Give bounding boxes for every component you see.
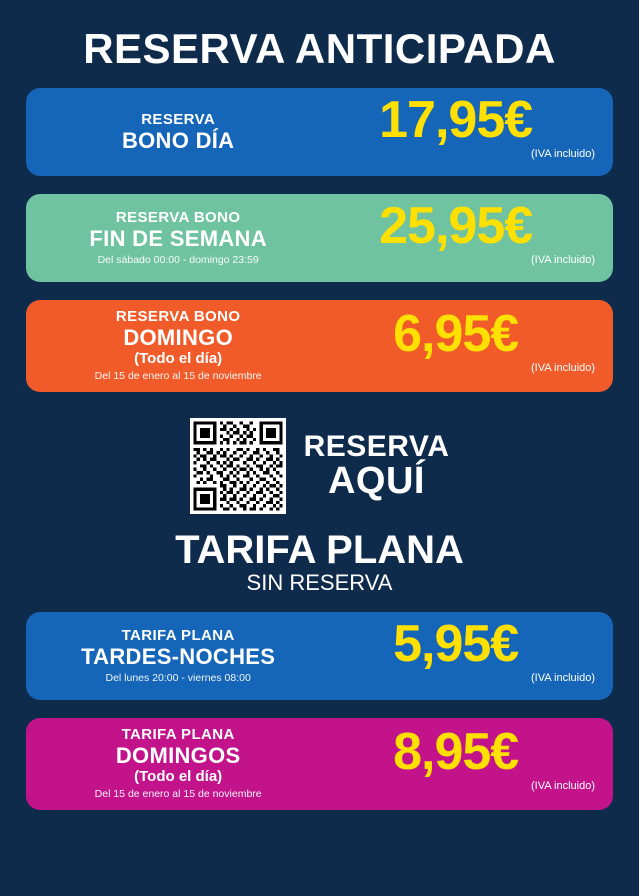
card-label-mid: (Todo el día): [134, 768, 223, 786]
card-label-small: TARIFA PLANA: [121, 726, 235, 744]
price-card-tardes-noches: [26, 612, 613, 700]
card-label-mid: (Todo el día): [134, 350, 223, 368]
price-card-fin-de-semana: [26, 194, 613, 282]
card-date-note: Del 15 de enero al 15 de noviembre: [94, 788, 262, 801]
page-title: RESERVA ANTICIPADA: [83, 25, 556, 72]
card-label-group: [40, 309, 312, 382]
card-price-group: [312, 305, 599, 381]
card-price-group: [312, 91, 599, 167]
card-vat-note: (IVA incluido): [531, 147, 595, 160]
reserve-here-line1: RESERVA: [303, 430, 450, 463]
card-price-group: [312, 615, 599, 691]
card-label-group: [40, 628, 312, 684]
card-label-small: RESERVA BONO: [115, 308, 241, 326]
reserve-here-line2: AQUÍ: [327, 460, 425, 502]
card-label-big: BONO DÍA: [121, 127, 235, 153]
card-date-note: Del sábado 00:00 - domingo 23:59: [97, 253, 259, 266]
reserve-here-label: [304, 432, 450, 500]
card-price: 8,95€: [393, 723, 519, 782]
card-label-group: [40, 727, 312, 800]
card-label-group: [40, 112, 312, 153]
qr-code-icon[interactable]: [190, 418, 286, 514]
card-price: 17,95€: [379, 91, 533, 150]
card-price-group: [312, 723, 599, 799]
reserve-here-block[interactable]: [26, 418, 613, 514]
card-label-big: FIN DE SEMANA: [89, 226, 267, 252]
price-card-domingos: [26, 718, 613, 810]
card-price: 25,95€: [379, 197, 533, 256]
card-price: 5,95€: [393, 615, 519, 674]
card-vat-note: (IVA incluido): [531, 671, 595, 684]
card-label-small: RESERVA: [141, 110, 216, 128]
card-date-note: Del lunes 20:00 - viernes 08:00: [105, 671, 251, 684]
card-label-small: TARIFA PLANA: [121, 626, 235, 644]
card-price-group: [312, 197, 599, 273]
card-label-group: [40, 210, 312, 266]
card-vat-note: (IVA incluido): [531, 253, 595, 266]
price-card-bono-dia: [26, 88, 613, 176]
section-subtitle-sin-reserva: SIN RESERVA: [246, 570, 393, 595]
card-vat-note: (IVA incluido): [531, 779, 595, 792]
card-label-big: DOMINGO: [123, 325, 233, 351]
section-title-tarifa-plana: TARIFA PLANA: [175, 528, 464, 572]
card-date-note: Del 15 de enero al 15 de noviembre: [94, 370, 262, 383]
card-price: 6,95€: [393, 305, 519, 364]
card-label-small: RESERVA BONO: [115, 208, 241, 226]
card-label-big: DOMINGOS: [115, 743, 241, 769]
card-label-big: TARDES-NOCHES: [81, 644, 276, 670]
card-vat-note: (IVA incluido): [531, 361, 595, 374]
price-card-domingo: [26, 300, 613, 392]
